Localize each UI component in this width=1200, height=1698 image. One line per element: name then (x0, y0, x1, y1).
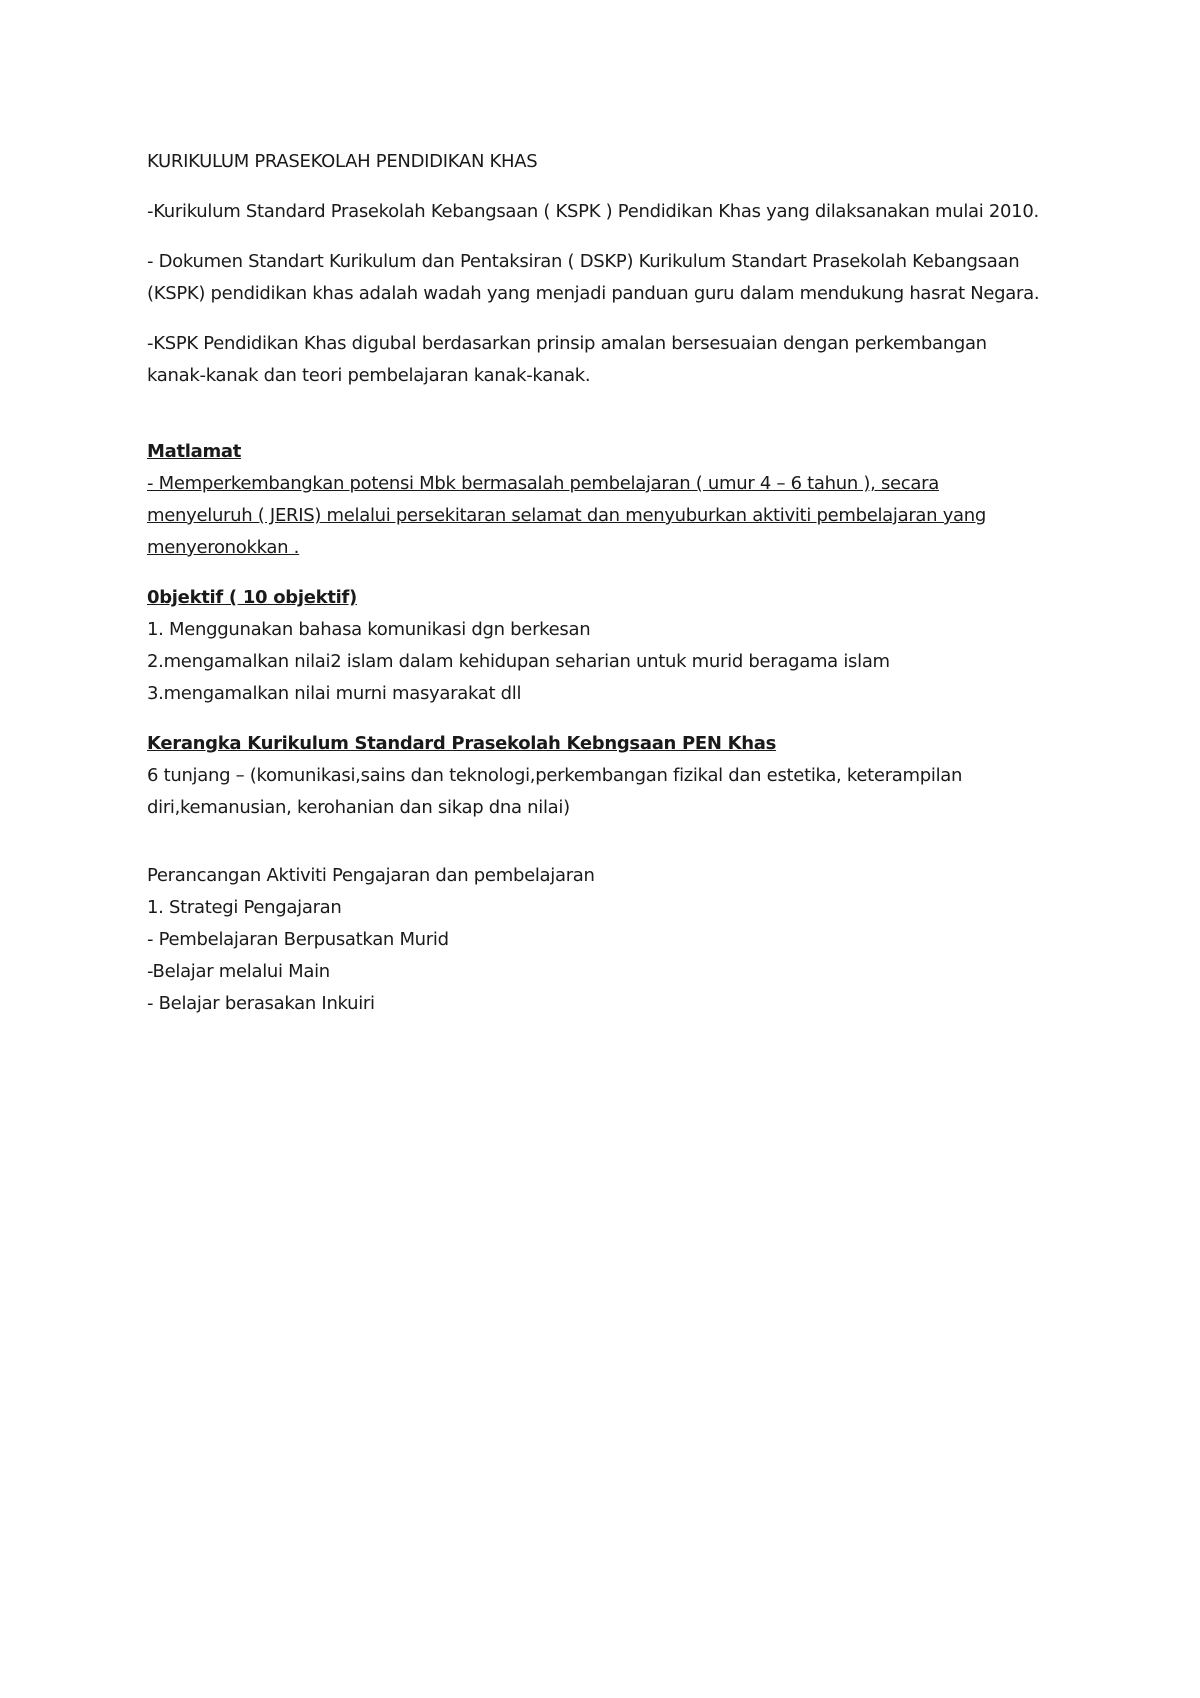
matlamat-heading: Matlamat (147, 441, 242, 462)
perancangan-line: - Belajar berasakan Inkuiri (147, 993, 375, 1014)
matlamat-line: - Memperkembangkan potensi Mbk bermasalah pembelajaran ( umur 4 – 6 tahun ), secara (147, 473, 939, 494)
perancangan-line: - Pembelajaran Berpusatkan Murid (147, 929, 449, 950)
objektif-item: 3.mengamalkan nilai murni masyarakat dll (147, 683, 522, 704)
dokumen-line: - Dokumen Standart Kurikulum dan Pentaksiran ( DSKP) Kurikulum Standart Prasekolah Kebangsaan (147, 251, 1020, 272)
kerangka-heading: Kerangka Kurikulum Standard Prasekolah Kebngsaan PEN Khas (147, 733, 777, 754)
intro-line: -Kurikulum Standard Prasekolah Kebangsaan ( KSPK ) Pendidikan Khas yang dilaksanakan mulai 2010. (147, 201, 1039, 222)
dokumen-line: (KSPK) pendidikan khas adalah wadah yang menjadi panduan guru dalam mendukung hasrat Negara. (147, 283, 1040, 304)
document-title-block (147, 146, 1067, 178)
kerangka-line: 6 tunjang – (komunikasi,sains dan teknologi,perkembangan fizikal dan estetika, keterampilan (147, 765, 963, 786)
matlamat-section (147, 436, 1067, 564)
perancangan-line: -Belajar melalui Main (147, 961, 330, 982)
perancangan-section (147, 860, 1067, 1020)
kspk-paragraph (147, 328, 1067, 392)
document-body (147, 146, 1067, 1038)
perancangan-line: 1. Strategi Pengajaran (147, 897, 342, 918)
perancangan-line: Perancangan Aktiviti Pengajaran dan pembelajaran (147, 865, 595, 886)
objektif-item: 2.mengamalkan nilai2 islam dalam kehidupan seharian untuk murid beragama islam (147, 651, 890, 672)
matlamat-line: menyeluruh ( JERIS) melalui persekitaran selamat dan menyuburkan aktiviti pembelajaran yang (147, 505, 987, 526)
objektif-heading: 0bjektif ( 10 objektif) (147, 587, 357, 608)
dokumen-paragraph (147, 246, 1067, 310)
objektif-item: 1. Menggunakan bahasa komunikasi dgn berkesan (147, 619, 591, 640)
kspk-line: kanak-kanak dan teori pembelajaran kanak-kanak. (147, 365, 591, 386)
kspk-line: -KSPK Pendidikan Khas digubal berdasarkan prinsip amalan bersesuaian dengan perkembangan (147, 333, 987, 354)
kerangka-section (147, 728, 1067, 824)
kerangka-line: diri,kemanusian, kerohanian dan sikap dna nilai) (147, 797, 570, 818)
matlamat-line: menyeronokkan . (147, 537, 300, 558)
document-title: KURIKULUM PRASEKOLAH PENDIDIKAN KHAS (147, 151, 538, 172)
objektif-section (147, 582, 1067, 710)
intro-paragraph (147, 196, 1067, 228)
